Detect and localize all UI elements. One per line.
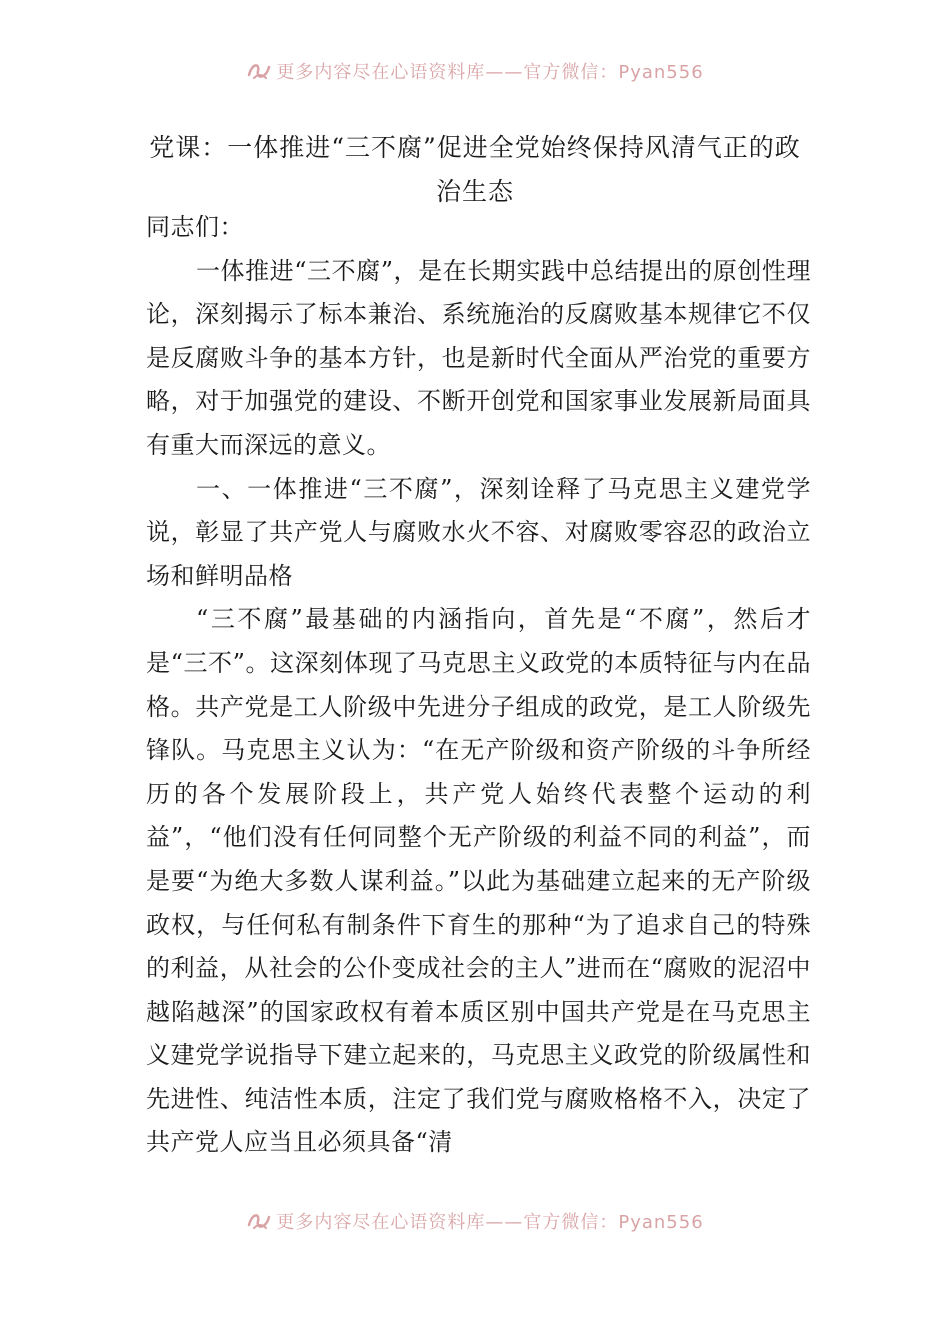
watermark-text: 更多内容尽在心语资料库——官方微信：Pyan556 bbox=[276, 62, 704, 83]
document-body bbox=[146, 206, 811, 1165]
watermark-footer bbox=[0, 1208, 950, 1234]
watermark-text: 更多内容尽在心语资料库——官方微信：Pyan556 bbox=[276, 1212, 704, 1233]
document-title: 党课：一体推进“三不腐”促进全党始终保持风清气正的政治生态 bbox=[149, 133, 801, 206]
salutation: 同志们： bbox=[146, 213, 244, 241]
paragraph: “三不腐”最基础的内涵指向，首先是“不腐”，然后才是“三不”。这深刻体现了马克思主义政党的本质特征与内在品格。共产党是工人阶级中先进分子组成的政党，是工人阶级先锋队。马克思主义认为：“在无产阶级和资产阶级的斗争所经历的各个发展阶段上，共产党人始终代表整个运动的利益”，“他们没有任何同整个无产阶级的利益不同的利益”，而是要“为绝大多数人谋利益。”以此为基础建立起来的无产阶级政权，与任何私有制条件下育生的那种“为了追求自己的特殊的利益，从社会的公仆变成社会的主人”进而在“腐败的泥沼中越陷越深”的国家政权有着本质区别中国共产党是在马克思主义建党学说指导下建立起来的，马克思主义政党的阶级属性和先进性、纯洁性本质，注定了我们党与腐败格格不入，决定了共产党人应当且必须具备“清 bbox=[146, 605, 811, 1157]
watermark-header bbox=[0, 58, 950, 84]
paragraph: 一体推进“三不腐”，是在长期实践中总结提出的原创性理论，深刻揭示了标本兼治、系统施治的反腐败基本规律它不仅是反腐败斗争的基本方针，也是新时代全面从严治党的重要方略，对于加强党的建设、不断开创党和国家事业发展新局面具有重大而深远的意义。 bbox=[146, 256, 811, 459]
logo-icon bbox=[246, 1211, 272, 1231]
section-heading: 一、一体推进“三不腐”，深刻诠释了马克思主义建党学说，彰显了共产党人与腐败水火不容、对腐败零容忍的政治立场和鲜明品格 bbox=[146, 474, 811, 590]
logo-icon bbox=[246, 61, 272, 81]
